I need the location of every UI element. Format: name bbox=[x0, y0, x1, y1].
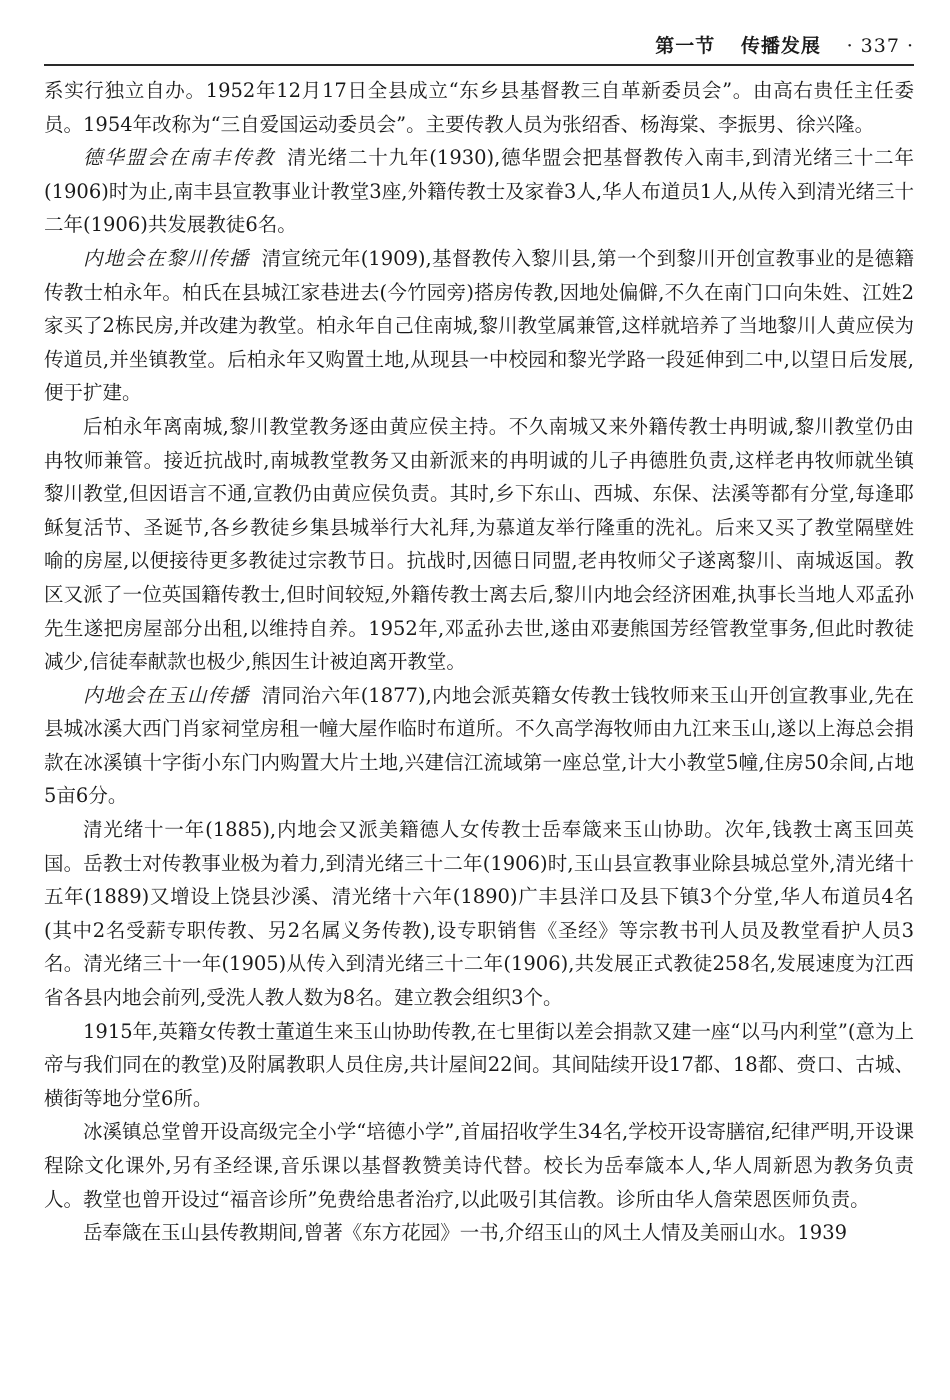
paragraph bbox=[44, 242, 914, 410]
section-label: 第一节 bbox=[655, 35, 716, 57]
paragraph bbox=[44, 1015, 914, 1116]
body-text bbox=[44, 74, 914, 1250]
paragraph bbox=[44, 74, 914, 141]
paragraph bbox=[44, 1216, 914, 1250]
paragraph-lead: 内地会在黎川传播 bbox=[83, 246, 250, 270]
paragraph-lead: 内地会在玉山传播 bbox=[83, 683, 250, 707]
paragraph-text: 后柏永年离南城,黎川教堂教务逐由黄应侯主持。不久南城又来外籍传教士冉明诚,黎川教堂仍由冉牧师兼管。接近抗战时,南城教堂教务又由新派来的冉明诚的儿子冉德胜负责,这样老冉牧师就坐镇黎川教堂,但因语言不通,宣教仍由黄应侯负责。其时,乡下东山、西城、东保、法溪等都有分堂,每逢耶稣复活节、圣诞节,各乡教徒乡集县城举行大礼拜,为慕道友举行隆重的洗礼。后来又买了教堂隔壁姓喻的房屋,以便接待更多教徒过宗教节日。抗战时,因德日同盟,老冉牧师父子遂离黎川、南城返国。教区又派了一位英国籍传教士,但时间较短,外籍传教士离去后,黎川内地会经济困难,执事长当地人邓孟孙先生遂把房屋部分出租,以维持自养。1952年,邓孟孙去世,遂由邓妻熊国芳经管教堂事务,但此时教徒减少,信徒奉献款也极少,熊因生计被迫离开教堂。 bbox=[44, 414, 914, 674]
paragraph-text: 清光绪二十九年(1930),德华盟会把基督教传入南丰,到清光绪三十二年(1906)时为止,南丰县宣教事业计教堂3座,外籍传教士及家眷3人,华人布道员1人,从传入到清光绪三十二年(1906)共发展教徒6名。 bbox=[44, 146, 914, 237]
paragraph bbox=[44, 1115, 914, 1216]
paragraph bbox=[44, 679, 914, 813]
paragraph-text: 清光绪十一年(1885),内地会又派美籍德人女传教士岳奉箴来玉山协助。次年,钱教士离玉回英国。岳教士对传教事业极为着力,到清光绪三十二年(1906)时,玉山县宣教事业除县城总堂外,清光绪十五年(1889)又增设上饶县沙溪、清光绪十六年(1890)广丰县洋口及县下镇3个分堂,华人布道员4名(其中2名受薪专职传教、另2名属义务传教),设专职销售《圣经》等宗教书刊人员及教堂看护人员3名。清光绪三十一年(1905)从传入到清光绪三十二年(1906),共发展正式教徒258名,发展速度为江西省各县内地会前列,受洗人教人数为8名。建立教会组织3个。 bbox=[44, 818, 914, 1010]
paragraph-text: 岳奉箴在玉山县传教期间,曾著《东方花园》一书,介绍玉山的风土人情及美丽山水。1939 bbox=[83, 1221, 848, 1245]
running-header bbox=[44, 28, 914, 66]
paragraph bbox=[44, 410, 914, 679]
paragraph-text: 系实行独立自办。1952年12月17日全县成立“东乡县基督教三自革新委员会”。由高右贵任主任委员。1954年改称为“三自爱国运动委员会”。主要传教人员为张绍香、杨海棠、李振男、徐兴隆。 bbox=[44, 79, 914, 136]
paragraph bbox=[44, 141, 914, 242]
page-number: · 337 · bbox=[846, 35, 914, 57]
paragraph-text: 冰溪镇总堂曾开设高级完全小学“培德小学”,首届招收学生34名,学校开设寄膳宿,纪律严明,开设课程除文化课外,另有圣经课,音乐课以基督教赞美诗代替。校长为岳奉箴本人,华人周新恩为教务负责人。教堂也曾开设过“福音诊所”免费给患者治疗,以此吸引其信教。诊所由华人詹荣恩医师负责。 bbox=[44, 1120, 914, 1211]
section-title: 传播发展 bbox=[740, 35, 821, 57]
paragraph-text: 清宣统元年(1909),基督教传入黎川县,第一个到黎川开创宣教事业的是德籍传教士柏永年。柏氏在县城江家巷进去(今竹园旁)搭房传教,因地处偏僻,不久在南门口向朱姓、江姓2家买了2栋民房,并改建为教堂。柏永年自己住南城,黎川教堂属兼管,这样就培养了当地黎川人黄应侯为传道员,并坐镇教堂。后柏永年又购置土地,从现县一中校园和黎光学路一段延伸到二中,以望日后发展,便于扩建。 bbox=[44, 246, 914, 405]
paragraph-lead: 德华盟会在南丰传教 bbox=[83, 146, 275, 170]
paragraph-text: 1915年,英籍女传教士董道生来玉山协助传教,在七里街以差会捐款又建一座“以马内利堂”(意为上帝与我们同在的教堂)及附属教职人员住房,共计屋间22间。其间陆续开设17都、18都、赍口、古城、横街等地分堂6所。 bbox=[44, 1019, 914, 1110]
paragraph bbox=[44, 813, 914, 1015]
paragraph-text: 清同治六年(1877),内地会派英籍女传教士钱牧师来玉山开创宣教事业,先在县城冰溪大西门肖家祠堂房租一幢大屋作临时布道所。不久高学海牧师由九江来玉山,遂以上海总会捐款在冰溪镇十字街小东门内购置大片土地,兴建信江流域第一座总堂,计大小教堂5幢,住房50余间,占地5亩6分。 bbox=[44, 683, 914, 808]
